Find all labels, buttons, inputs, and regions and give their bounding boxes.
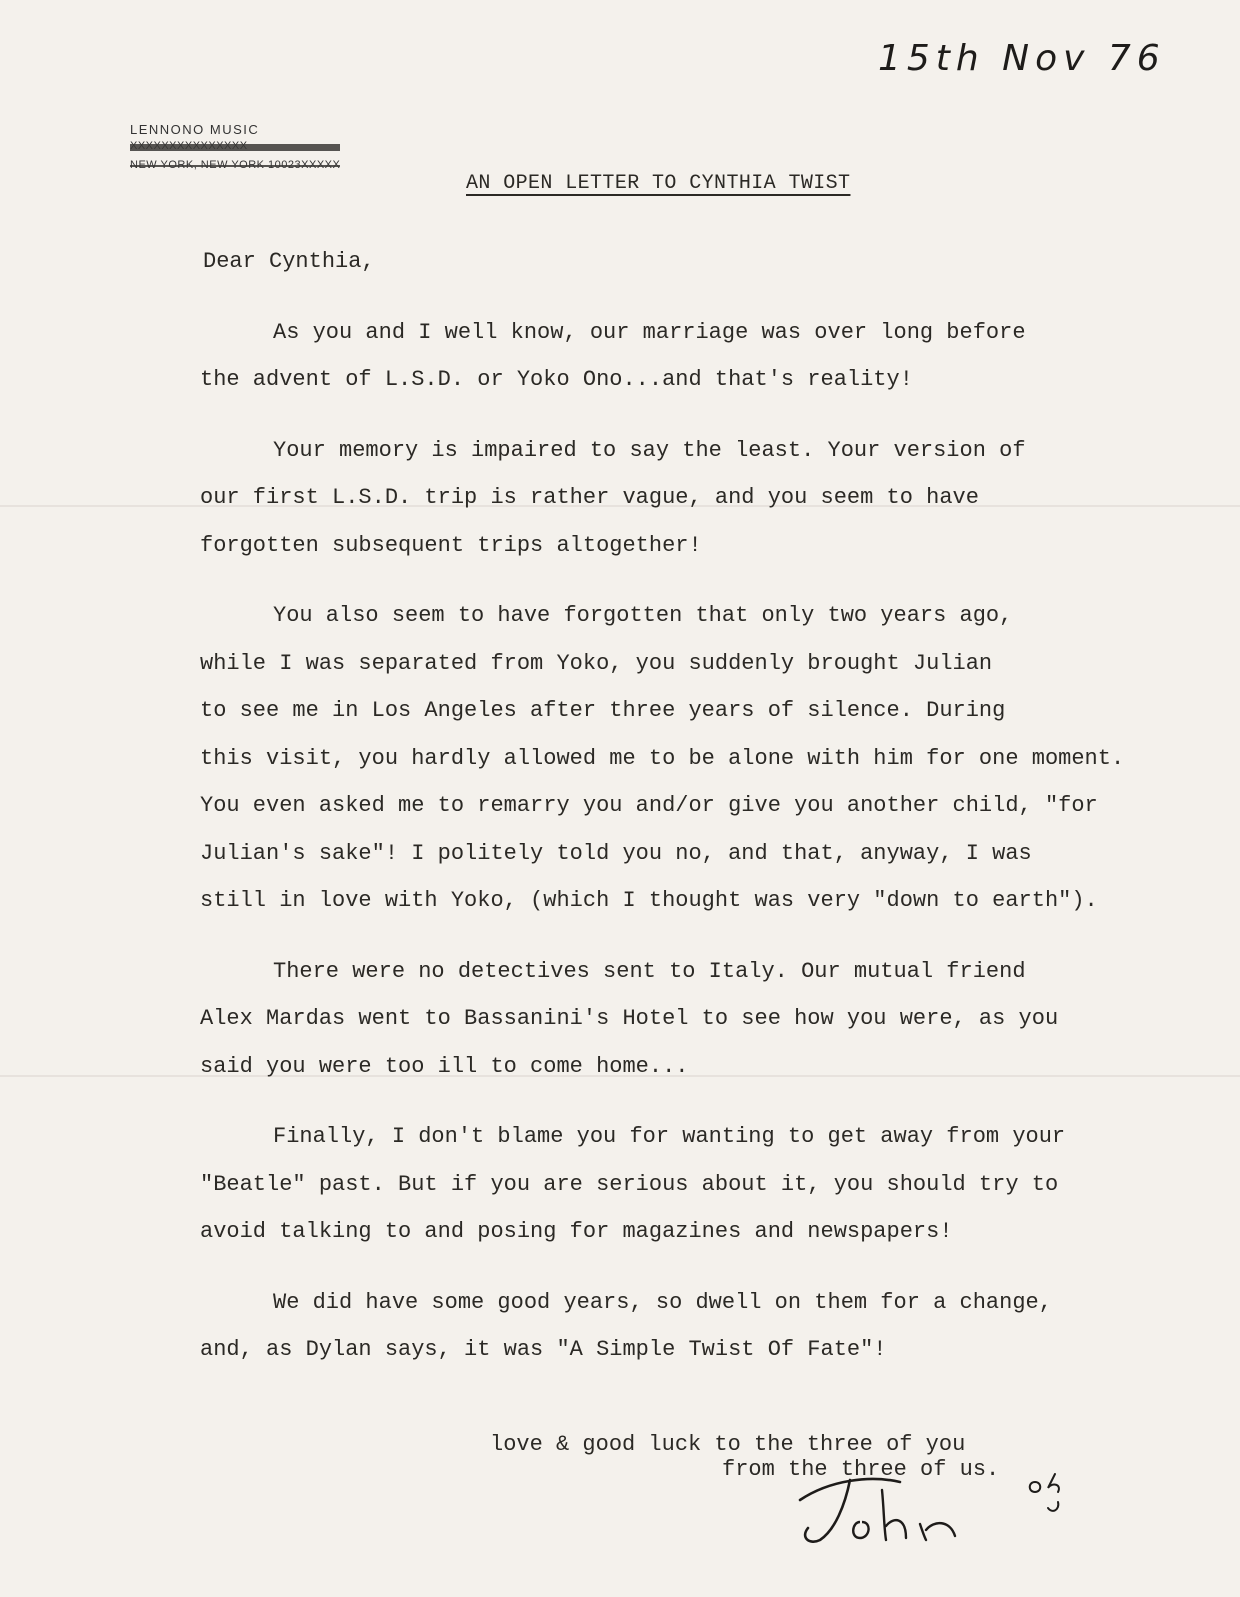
paragraph-line: to see me in Los Angeles after three years of silence. During bbox=[200, 698, 1006, 723]
paragraph bbox=[200, 1279, 1233, 1374]
paragraph-line: Alex Mardas went to Bassanini's Hotel to see how you were, as you bbox=[200, 1006, 1059, 1031]
salutation: Dear Cynthia, bbox=[203, 249, 375, 274]
letterhead-name: LENNONO MUSIC bbox=[130, 122, 260, 137]
handwritten-date: 15th Nov 76 bbox=[878, 38, 1166, 79]
paragraph-line: You also seem to have forgotten that only two years ago, bbox=[273, 603, 1013, 628]
closing-line2: from the three of us. bbox=[722, 1457, 1000, 1482]
paragraph bbox=[200, 1113, 1233, 1256]
letterhead bbox=[130, 122, 340, 175]
paragraph bbox=[200, 309, 1233, 404]
strike-through bbox=[130, 144, 340, 151]
paragraph-line: while I was separated from Yoko, you suddenly brought Julian bbox=[200, 650, 993, 676]
letter-body bbox=[200, 238, 1233, 1397]
paragraph-line: avoid talking to and posing for magazines and newspapers! bbox=[200, 1219, 953, 1244]
paragraph-line: still in love with Yoko, (which I thought was very "down to earth"). bbox=[200, 888, 1098, 913]
paragraph-line: Julian's sake"! I politely told you no, and that, anyway, I was bbox=[200, 840, 1032, 866]
paragraph-line: forgotten subsequent trips altogether! bbox=[200, 532, 702, 558]
closing-line1: love & good luck to the three of you bbox=[490, 1432, 966, 1457]
paragraph-line: Finally, I don't blame you for wanting to get away from your bbox=[273, 1124, 1066, 1149]
paragraph-line: the advent of L.S.D. or Yoko Ono...and that's reality! bbox=[200, 367, 913, 392]
paragraph-line: and, as Dylan says, it was "A Simple Twist Of Fate"! bbox=[200, 1337, 887, 1362]
paragraph-line: "Beatle" past. But if you are serious about it, you should try to bbox=[200, 1171, 1059, 1197]
paragraph-line: this visit, you hardly allowed me to be alone with him for one moment. bbox=[200, 745, 1125, 771]
letter-title: AN OPEN LETTER TO CYNTHIA TWIST bbox=[466, 172, 851, 195]
paragraph-line: You even asked me to remarry you and/or give you another child, "for bbox=[200, 793, 1098, 818]
paragraph bbox=[200, 592, 1233, 925]
letterhead-address-struck bbox=[130, 137, 340, 156]
paragraph-line: Your memory is impaired to say the least. Your version of bbox=[273, 437, 1026, 463]
paragraph-line: We did have some good years, so dwell on them for a change, bbox=[273, 1289, 1052, 1315]
paragraph bbox=[200, 948, 1233, 1091]
paragraph-line: As you and I well know, our marriage was over long before bbox=[273, 319, 1026, 345]
paragraph-line: said you were too ill to come home... bbox=[200, 1053, 689, 1079]
paragraphs bbox=[200, 309, 1233, 1374]
paragraph-line: There were no detectives sent to Italy. Our mutual friend bbox=[273, 958, 1026, 984]
handwritten-signature bbox=[790, 1460, 1090, 1550]
paragraph bbox=[200, 427, 1233, 570]
paragraph-line: our first L.S.D. trip is rather vague, and you seem to have bbox=[200, 485, 979, 510]
strike-through bbox=[130, 165, 340, 167]
letterhead-city-struck bbox=[130, 156, 340, 175]
